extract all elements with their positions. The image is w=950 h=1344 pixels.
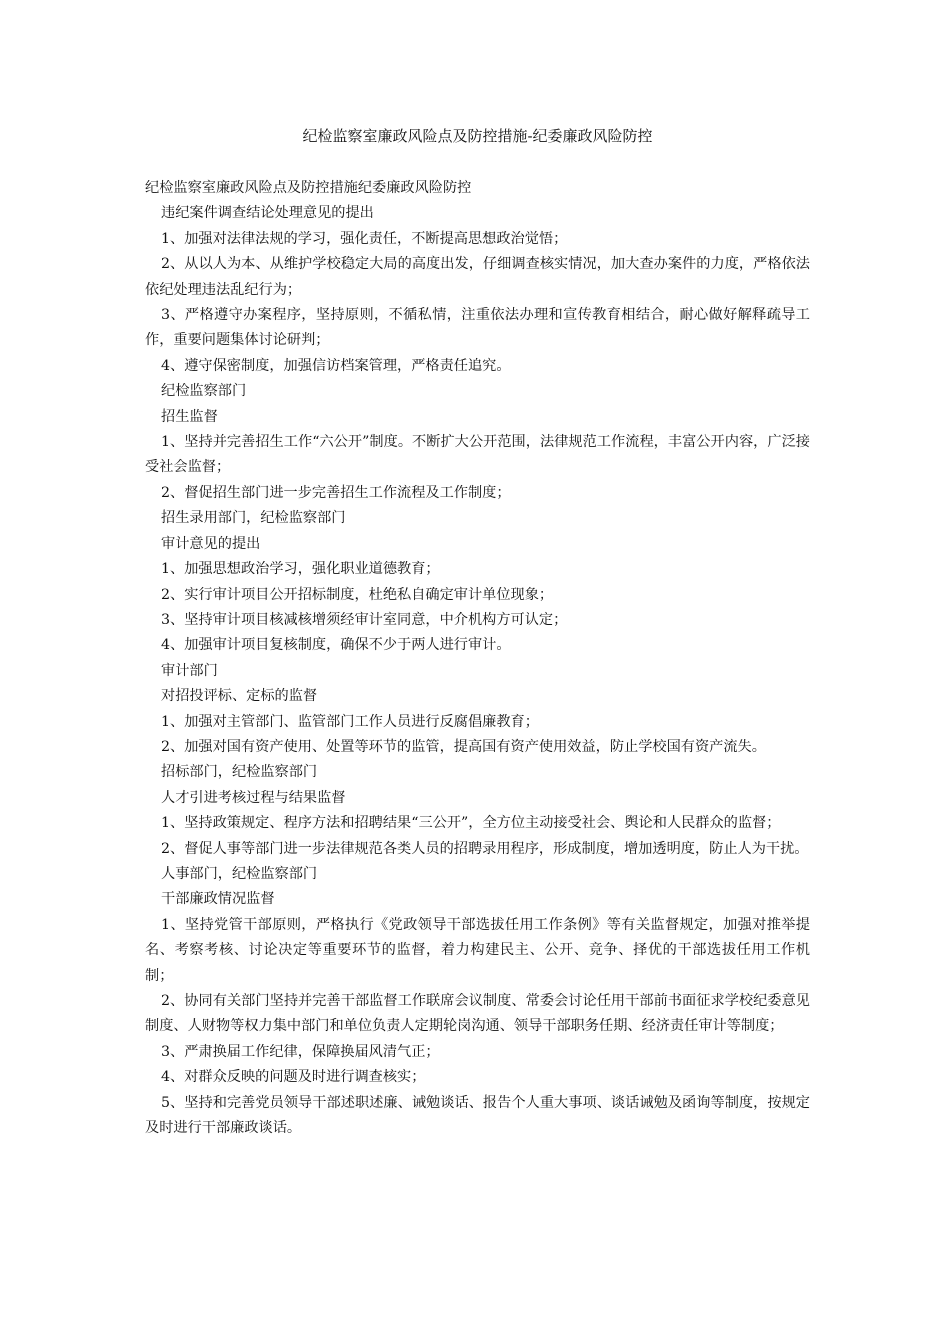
section-heading: 对招投评标、定标的监督 [161, 688, 318, 705]
list-item: 2、协同有关部门坚持并完善干部监督工作联席会议制度、常委会讨论任用干部前书面征求学校纪委意见制度、人财物等权力集中部门和单位负责人定期轮岗沟通、领导干部职务任期、经济责任审计等制度； [145, 993, 810, 1035]
list-item: 3、严格遵守办案程序，坚持原则，不循私情，注重依法办理和宣传教育相结合，耐心做好解释疏导工作，重要问题集体讨论研判； [145, 307, 810, 349]
list-item: 4、对群众反映的问题及时进行调查核实； [161, 1069, 426, 1086]
section-heading: 人事部门，纪检监察部门 [161, 865, 318, 882]
list-item: 3、严肃换届工作纪律，保障换届风清气正； [161, 1043, 440, 1060]
document-body [145, 176, 810, 1141]
section-heading: 人才引进考核过程与结果监督 [161, 789, 346, 806]
list-item: 1、加强对主管部门、监管部门工作人员进行反腐倡廉教育； [161, 713, 539, 730]
list-item: 1、坚持政策规定、程序方法和招聘结果“三公开”，全方位主动接受社会、舆论和人民群众的监督； [161, 815, 781, 832]
list-item: 3、坚持审计项目核减核增须经审计室同意，中介机构方可认定； [161, 611, 568, 628]
section-heading: 违纪案件调查结论处理意见的提出 [161, 205, 374, 222]
document-subtitle: 纪检监察室廉政风险点及防控措施纪委廉政风险防控 [145, 180, 472, 196]
section-heading: 审计部门 [161, 662, 218, 679]
list-item: 1、加强对法律法规的学习，强化责任，不断提高思想政治觉悟； [161, 230, 568, 247]
section-heading: 招生监督 [161, 408, 218, 425]
list-item: 5、坚持和完善党员领导干部述职述廉、诫勉谈话、报告个人重大事项、谈话诫勉及函询等制度，按规定及时进行干部廉政谈话。 [145, 1094, 810, 1137]
list-item: 2、督促招生部门进一步完善招生工作流程及工作制度； [161, 484, 511, 501]
list-item: 4、加强审计项目复核制度，确保不少于两人进行审计。 [161, 637, 511, 654]
list-item: 1、坚持并完善招生工作“六公开”制度。不断扩大公开范围，法律规范工作流程，丰富公开内容，广泛接受社会监督； [145, 434, 810, 476]
list-item: 2、督促人事等部门进一步法律规范各类人员的招聘录用程序，形成制度，增加透明度，防止人为干扰。 [161, 840, 809, 857]
list-item: 2、从以人为本、从维护学校稳定大局的高度出发，仔细调查核实情况，加大查办案件的力度，严格依法依纪处理违法乱纪行为； [145, 256, 810, 298]
section-heading: 招标部门，纪检监察部门 [161, 764, 318, 781]
section-heading: 纪检监察部门 [161, 383, 247, 400]
list-item: 2、实行审计项目公开招标制度，杜绝私自确定审计单位现象； [161, 586, 554, 603]
section-heading: 招生录用部门，纪检监察部门 [161, 510, 346, 527]
list-item: 4、遵守保密制度，加强信访档案管理，严格责任追究。 [161, 357, 511, 374]
section-heading: 干部廉政情况监督 [161, 891, 275, 908]
list-item: 1、加强思想政治学习，强化职业道德教育； [161, 561, 440, 578]
document-title: 纪检监察室廉政风险点及防控措施-纪委廉政风险防控 [302, 127, 653, 145]
list-item: 2、加强对国有资产使用、处置等环节的监管，提高国有资产使用效益，防止学校国有资产流失。 [161, 738, 766, 755]
list-item: 1、坚持党管干部原则，严格执行《党政领导干部选拔任用工作条例》等有关监督规定，加强对推举提名、考察考核、讨论决定等重要环节的监督，着力构建民主、公开、竞争、择优的干部选拔任用工作机制； [145, 916, 810, 984]
section-heading: 审计意见的提出 [161, 535, 261, 552]
